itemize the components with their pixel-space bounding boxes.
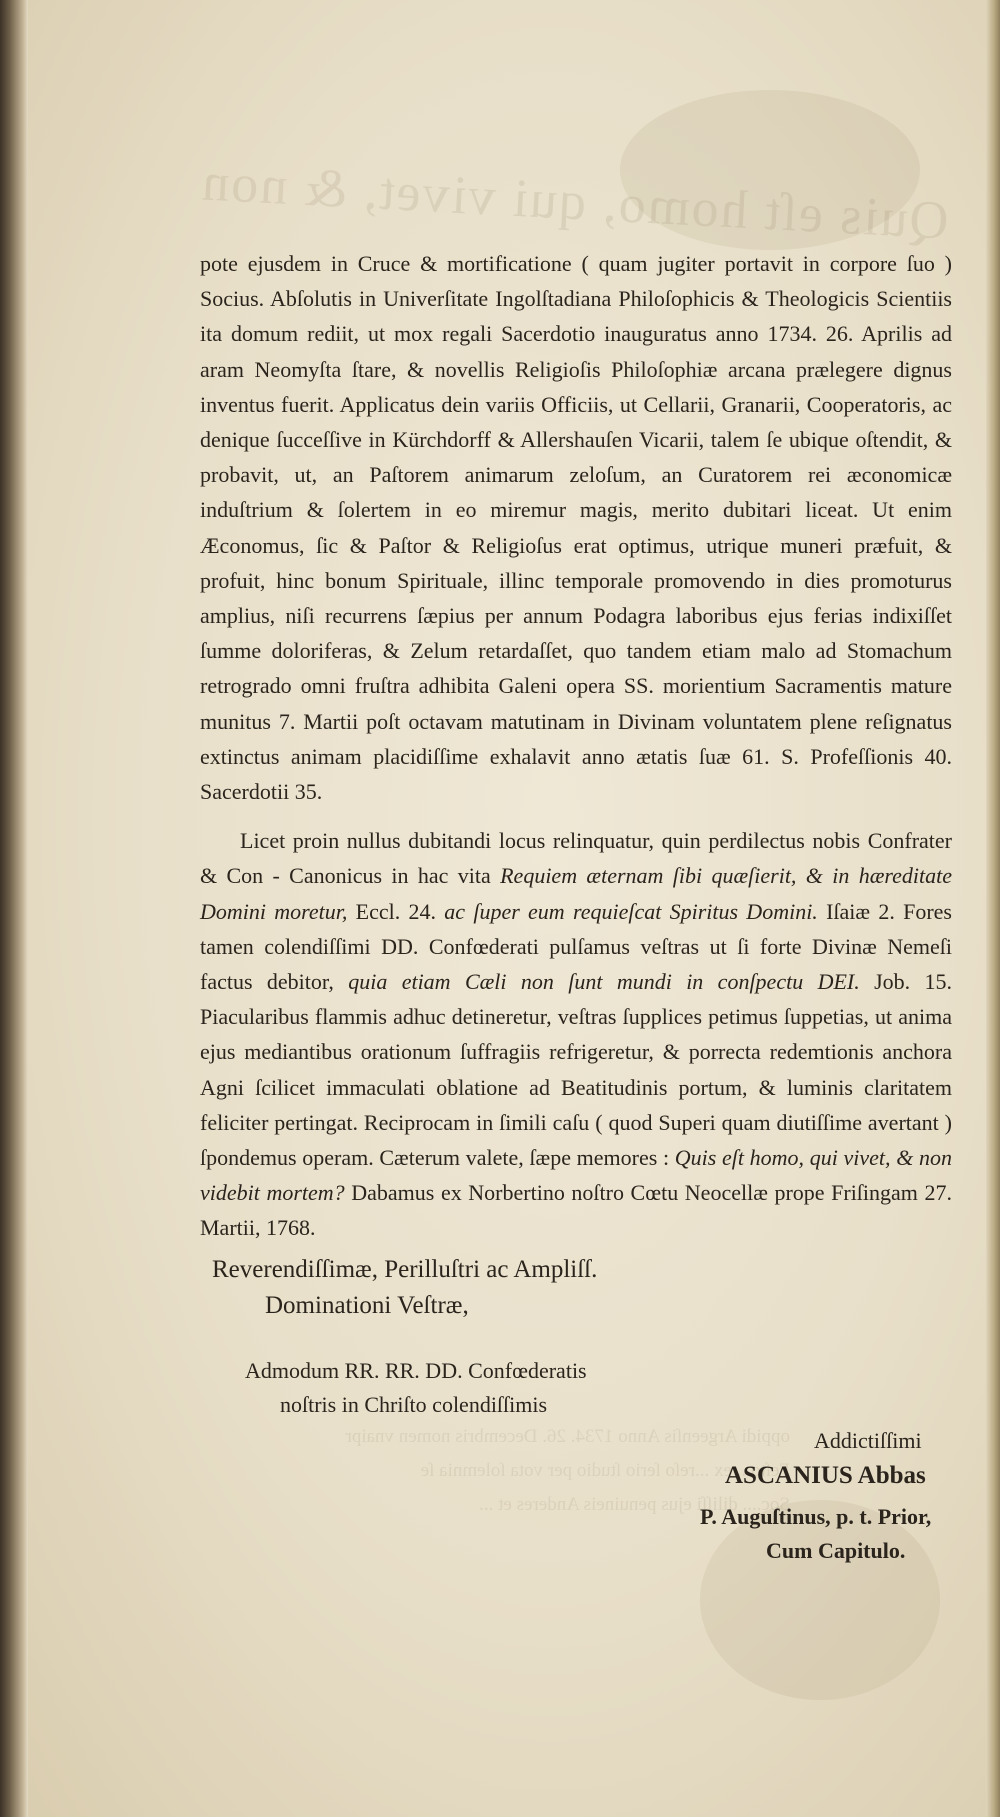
signature-chapter: Cum Capitulo.	[766, 1538, 906, 1563]
page-edge	[986, 0, 1000, 1817]
salutation-reverend: Reverendiſſimæ, Perilluſtri ac Ampliſſ.	[212, 1256, 598, 1283]
bleed-through-heading: Quis eſt homo, qui vivet, & non	[198, 151, 951, 251]
bleed-through-text	[150, 1420, 790, 1522]
signature-prior: P. Auguſtinus, p. t. Prior,	[700, 1504, 932, 1529]
bleed-through-line: Feſto... ex ...reſo ſerio ſtudio per vota ſolemnia ſe	[420, 1460, 790, 1481]
paragraph-request	[200, 823, 952, 1245]
bleed-through-line: Soc.... diliſſi ejus penuineis Anderes et ...	[479, 1494, 790, 1515]
salutation-domination: Dominationi Veſtræ,	[265, 1292, 469, 1319]
text-run: Eccl. 24.	[355, 898, 437, 924]
addressee-nostris: noſtris in Chriſto colendiſſimis	[280, 1392, 548, 1417]
bleed-through-line: oppidi Argeenſis Anno 1734. 26. Decembris nomen vnaipr	[345, 1426, 790, 1447]
text-run: Licet proin nullus dubitandi locus relinquatur, quin perdilectus nobis Confrater & Con - Canonicus in hac vita	[200, 828, 952, 889]
italic-quote: quia etiam Cæli non ſunt mundi in conſpectu DEI.	[348, 969, 860, 995]
paper-stain	[700, 1500, 940, 1700]
text-run: Iſaiæ 2. Fores tamen colendiſſimi DD. Confœderati pulſamus veſtras ut ſi forte Divinæ Nemeſi factus debitor,	[200, 898, 952, 995]
italic-quote: Requiem æternam ſibi quæſierit, & in hæreditate Domini moretur,	[200, 863, 953, 924]
text-run: Job. 15. Piacularibus flammis adhuc detineretur, veſtras ſupplices petimus ſuppetias, ut anima ejus mediantibus orationum ſuffragiis refrigeretur, & porrecta redemtionis anchora Agni ſcilicet immaculati oblatione ad Beatitudinis portum, & luminis claritatem feliciter pertingat. Reciprocam in ſimili caſu ( quod Superi quam diutiſſime avertant ) ſpondemus operam. Cæterum valete, ſæpe memores :	[200, 969, 953, 1171]
paragraph-obituary: pote ejusdem in Cruce & mortificatione ( quam jugiter portavit in corpore ſuo ) Socius. Abſolutis in Univerſitate Ingolſtadiana Philoſophicis & Theologicis Scientiis ita domum rediit, ut mox regali Sacerdotio inauguratus anno 1734. 26. Aprilis ad aram Neomyſta ſtare, & novellis Religioſis Philoſophiæ arcana prælegere dignus inventus fuerit. Applicatus dein variis Officiis, ut Cellarii, Granarii, Cooperatoris, ac denique ſucceſſive in Kürchdorff & Allershauſen Vicarii, talem ſe ubique oſtendit, & probavit, ut, an Paſtorem animarum zeloſum, an Curatorem rei æconomicæ induſtrium & ſolertem in eo miremur magis, merito dubitari liceat. Ut enim Æconomus, ſic & Paſtor & Religioſus erat optimus, utrique muneri præfuit, & profuit, hinc bonum Spirituale, illinc temporale promovendo in dies promoturus amplius, niſi recurrens ſæpius per annum Podagra laboribus ejus ferias indixiſſet ſumme doloriferas, & Zelum retardaſſet, quo tandem etiam malo ad Stomachum retrogrado omni fruſtra adhibita Galeni opera SS. morientium Sacramentis mature munitus 7. Martii poſt octavam matutinam in Divinam voluntatem plene reſignatus extinctus animam placidiſſime exhalavit anno ætatis ſuæ 61. S. Profeſſionis 40. Sacerdotii 35.	[200, 251, 952, 805]
text-run: Dabamus ex Norbertino noſtro Cœtu Neocellæ prope Friſingam 27. Martii, 1768.	[200, 1180, 952, 1241]
addressee-admodum: Admodum RR. RR. DD. Confœderatis	[245, 1358, 587, 1383]
signature-addictissimi: Addictiſſimi	[814, 1428, 922, 1453]
binding-edge	[0, 0, 28, 1817]
italic-quote: ac ſuper eum requieſcat Spiritus Domini.	[444, 898, 818, 924]
italic-quote: Quis eſt homo, qui vivet, & non videbit mortem?	[200, 1145, 953, 1206]
body-text	[200, 246, 952, 1246]
signature-abbot: ASCANIUS Abbas	[725, 1462, 926, 1489]
